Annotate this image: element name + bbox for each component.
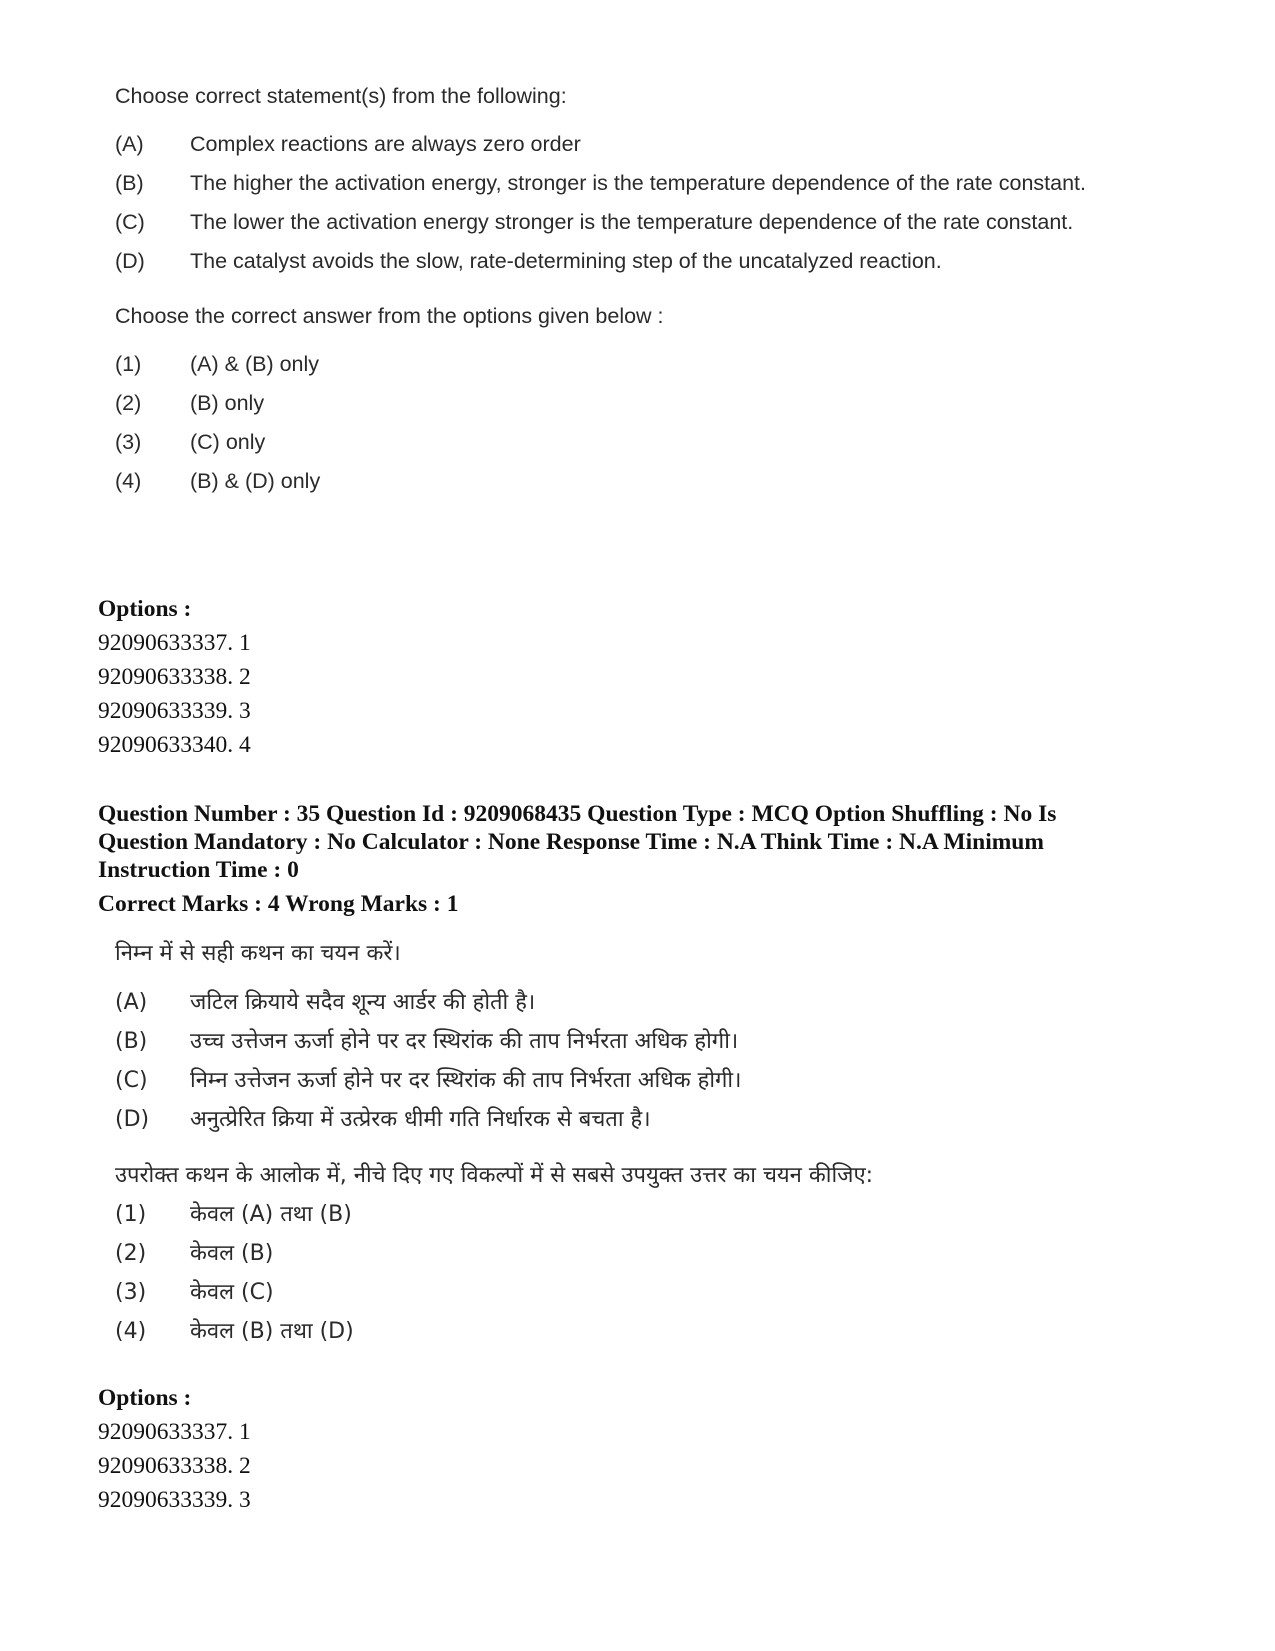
answer-text: केवल (A) तथा (B) (190, 1202, 352, 1227)
answer-label: (1) (115, 352, 142, 376)
answer-text: (B) only (190, 391, 265, 415)
question-meta-line: Instruction Time : 0 (98, 857, 299, 883)
option-item: 92090633340. 4 (98, 732, 251, 758)
q35-answer-4 (115, 1317, 1115, 1346)
statement-text: जटिल क्रियाये सदैव शून्य आर्डर की होती है। (190, 990, 536, 1015)
q35-answer-1 (115, 1200, 1115, 1229)
q35-meta (98, 800, 1178, 918)
answer-text: केवल (B) तथा (D) (190, 1319, 354, 1344)
option-item: 92090633337. 1 (98, 1419, 251, 1445)
q34-answer-2 (115, 389, 1115, 418)
statement-text: Complex reactions are always zero order (190, 132, 581, 156)
option-item: 92090633339. 3 (98, 698, 251, 724)
q35-options (98, 1381, 1178, 1517)
answer-text: केवल (C) (190, 1280, 274, 1305)
q35-statement-d (115, 1105, 1115, 1134)
option-item: 92090633337. 1 (98, 630, 251, 656)
statement-text: उच्च उत्तेजन ऊर्जा होने पर दर स्थिरांक की ताप निर्भरता अधिक होगी। (190, 1029, 739, 1054)
answer-text: (A) & (B) only (190, 352, 320, 376)
answer-label: (3) (115, 430, 142, 454)
q35-statement-a (115, 988, 1115, 1017)
question-marks: Correct Marks : 4 Wrong Marks : 1 (98, 891, 459, 917)
q35-stem: निम्न में से सही कथन का चयन करें। (115, 941, 401, 966)
q35-answer-2 (115, 1239, 1115, 1268)
answer-text: (B) & (D) only (190, 469, 321, 493)
question-meta-line: Question Number : 35 Question Id : 9209068435 Question Type : MCQ Option Shuffling : No Is (98, 801, 1057, 827)
q34-options (98, 592, 1178, 762)
statement-label: (B) (115, 1029, 148, 1054)
q34-question-block (115, 82, 1115, 496)
statement-text: The higher the activation energy, stronger is the temperature dependence of the rate constant. (190, 171, 1086, 195)
q34-statement-c (115, 208, 1115, 237)
statement-text: अनुत्प्रेरित क्रिया में उत्प्रेरक धीमी गति निर्धारक से बचता है। (190, 1107, 651, 1132)
q34-answer-prompt: Choose the correct answer from the options given below : (115, 304, 664, 328)
statement-label: (B) (115, 171, 144, 195)
option-item: 92090633338. 2 (98, 1453, 251, 1479)
answer-label: (4) (115, 469, 142, 493)
option-item: 92090633339. 3 (98, 1487, 251, 1513)
q34-statement-b (115, 169, 1115, 198)
q35-answer-3 (115, 1278, 1115, 1307)
q34-stem: Choose correct statement(s) from the following: (115, 84, 567, 108)
statement-text: The lower the activation energy stronger is the temperature dependence of the rate constant. (190, 210, 1074, 234)
option-item: 92090633338. 2 (98, 664, 251, 690)
statement-label: (A) (115, 990, 148, 1015)
q34-answer-4 (115, 467, 1115, 496)
q35-question-block (115, 940, 1115, 1346)
q34-statement-d (115, 247, 1115, 276)
statement-text: The catalyst avoids the slow, rate-determining step of the uncatalyzed reaction. (190, 249, 942, 273)
answer-label: (2) (115, 391, 142, 415)
q35-answer-prompt: उपरोक्त कथन के आलोक में, नीचे दिए गए विकल्पों में से सबसे उपयुक्त उत्तर का चयन कीजिए: (115, 1163, 874, 1188)
statement-label: (D) (115, 1107, 150, 1132)
statement-label: (A) (115, 132, 144, 156)
options-heading: Options : (98, 1385, 192, 1411)
q35-statement-c (115, 1066, 1115, 1095)
statement-label: (C) (115, 1068, 148, 1093)
question-meta-line: Question Mandatory : No Calculator : None Response Time : N.A Think Time : N.A Minimum (98, 829, 1044, 855)
statement-label: (D) (115, 249, 145, 273)
answer-label: (3) (115, 1280, 147, 1305)
statement-label: (C) (115, 210, 145, 234)
q34-answer-3 (115, 428, 1115, 457)
options-heading: Options : (98, 596, 192, 622)
answer-label: (2) (115, 1241, 147, 1266)
q35-statement-b (115, 1027, 1115, 1056)
statement-text: निम्न उत्तेजन ऊर्जा होने पर दर स्थिरांक की ताप निर्भरता अधिक होगी। (190, 1068, 742, 1093)
answer-label: (4) (115, 1319, 147, 1344)
answer-label: (1) (115, 1202, 147, 1227)
q34-statement-a (115, 130, 1115, 159)
q34-answer-1 (115, 350, 1115, 379)
answer-text: (C) only (190, 430, 266, 454)
answer-text: केवल (B) (190, 1241, 274, 1266)
